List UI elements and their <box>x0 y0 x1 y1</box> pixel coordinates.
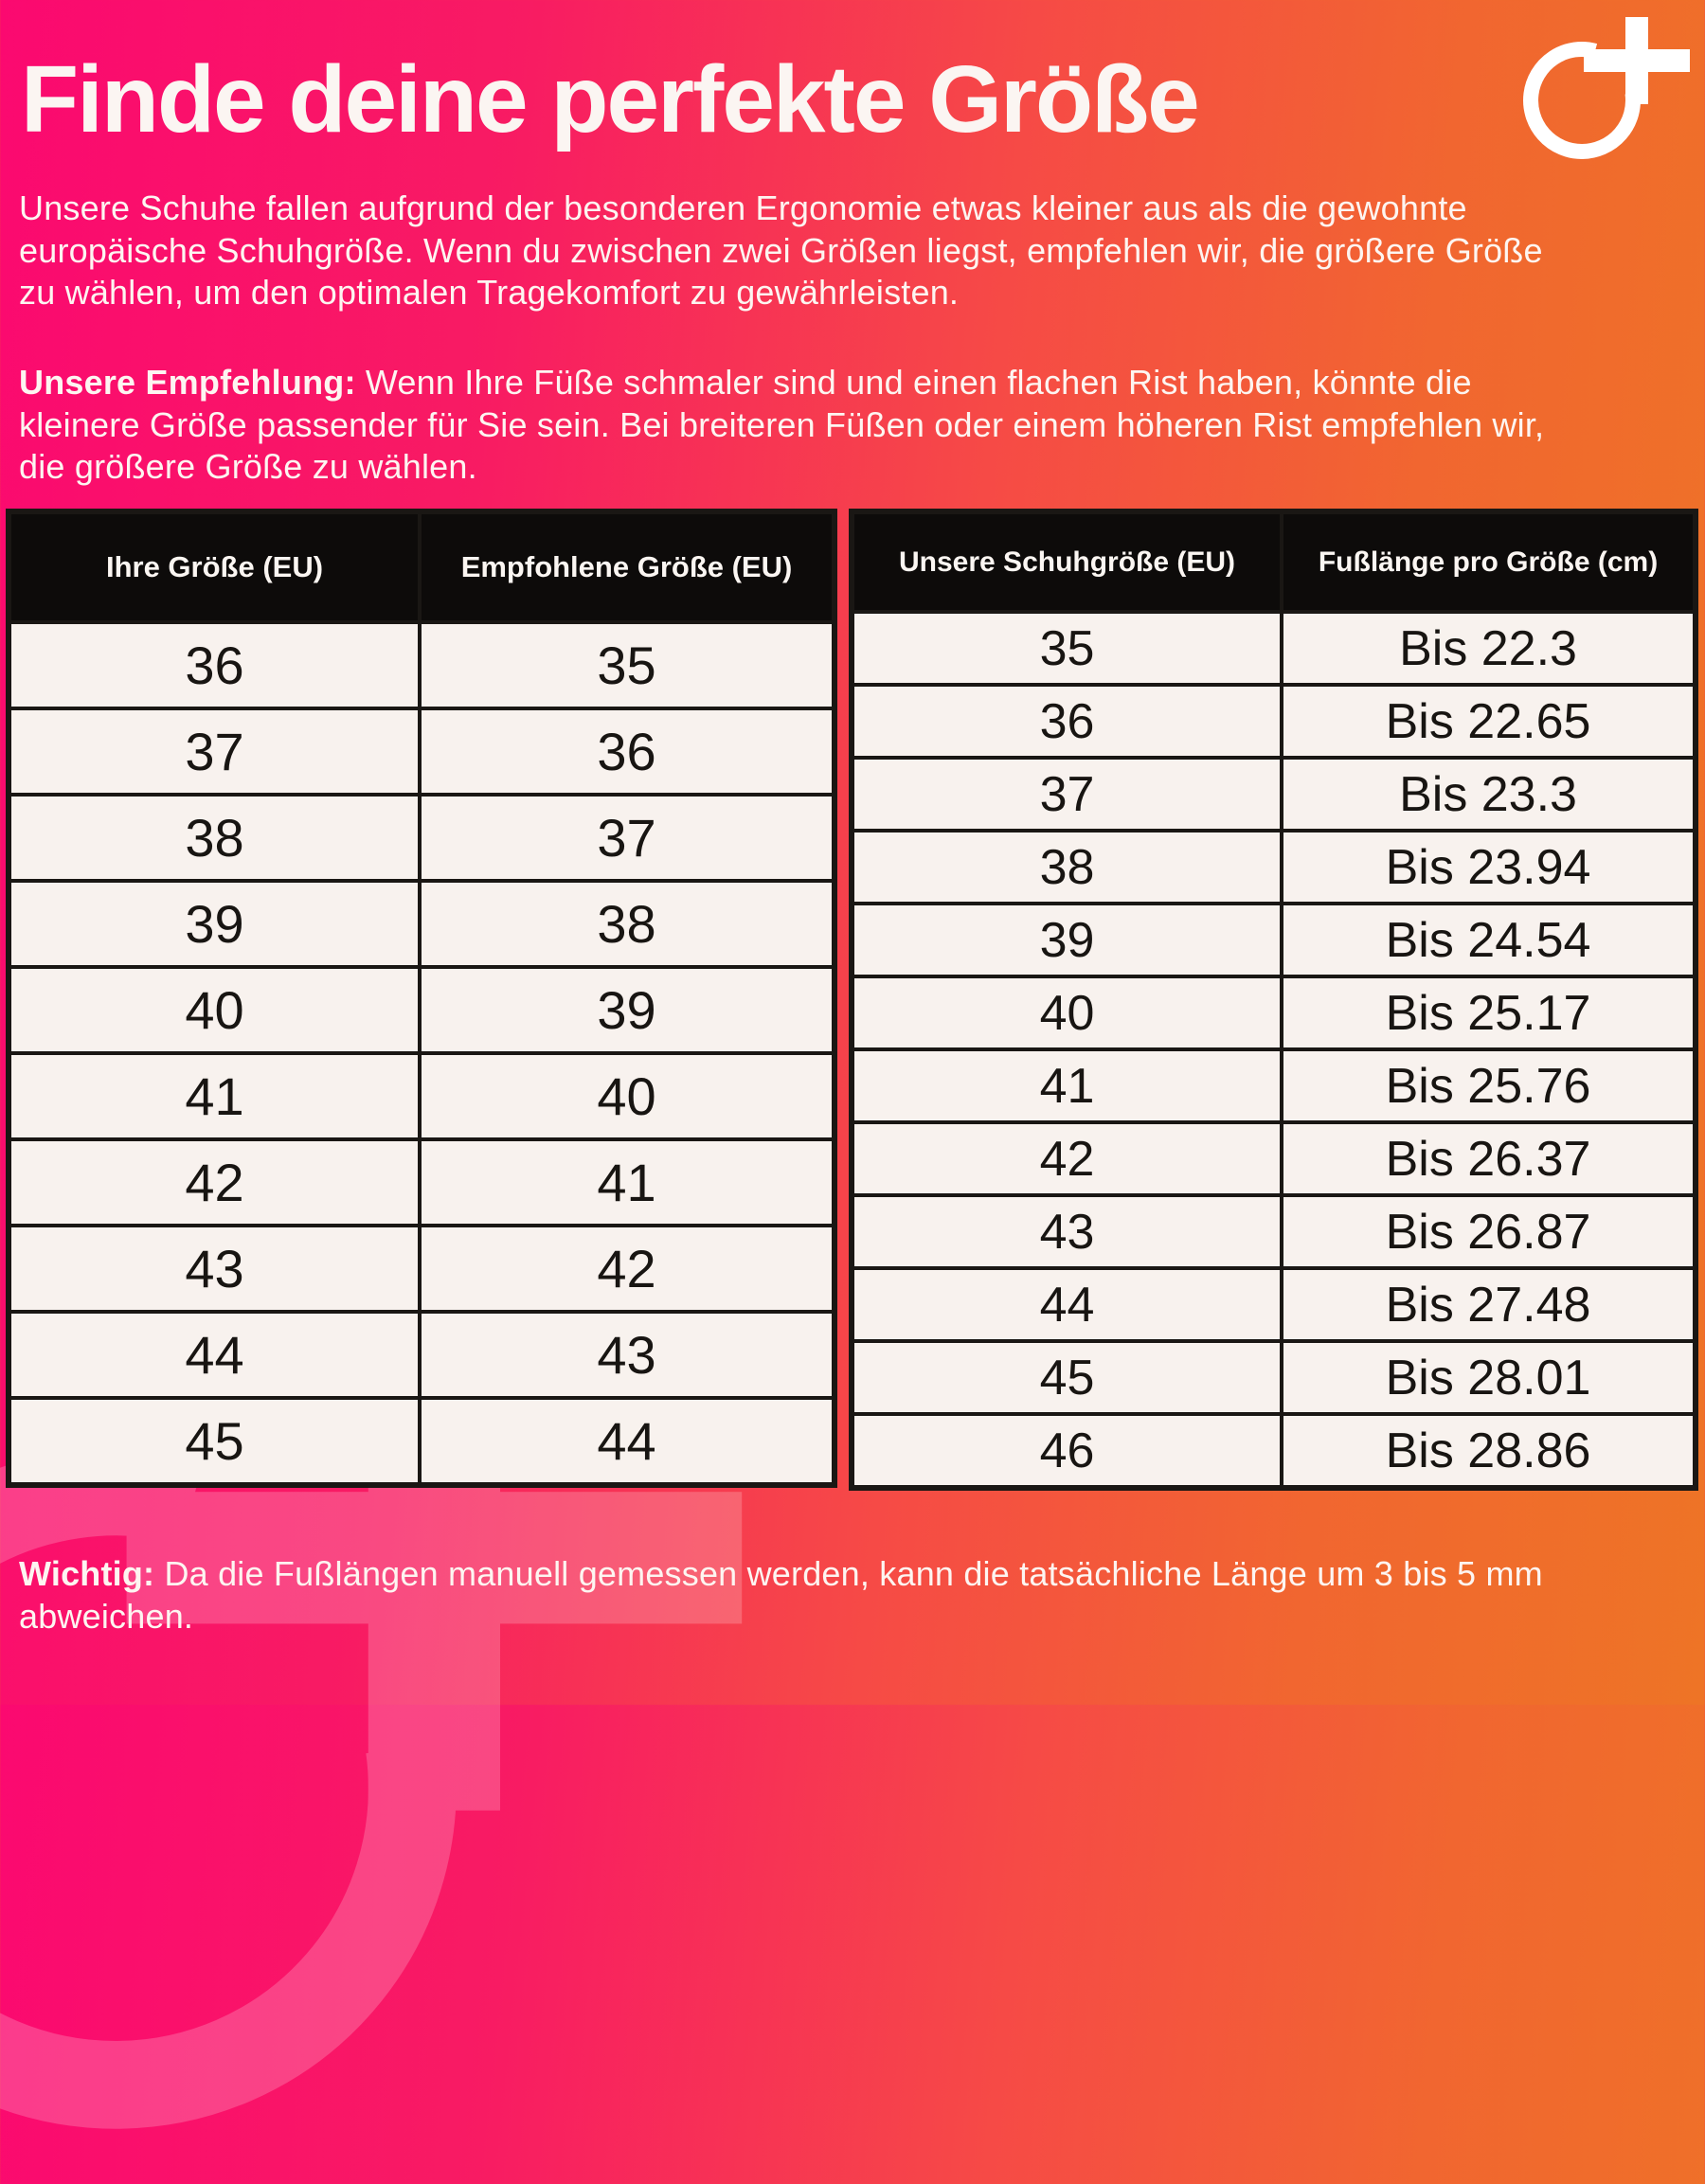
table-header-row <box>9 511 835 622</box>
table-row <box>852 976 1696 1049</box>
table-cell: Bis 26.87 <box>1282 1195 1696 1268</box>
table-cell: Bis 23.94 <box>1282 831 1696 904</box>
table-row <box>852 1341 1696 1414</box>
table-cell: 40 <box>9 967 420 1053</box>
table-cell: 43 <box>420 1312 835 1398</box>
table-cell: 42 <box>420 1226 835 1312</box>
table-row <box>9 622 835 708</box>
table-cell: 42 <box>852 1122 1282 1195</box>
table-cell: Bis 28.01 <box>1282 1341 1696 1414</box>
table-row <box>852 612 1696 685</box>
table-cell: 44 <box>420 1398 835 1485</box>
column-header: Unsere Schuhgröße (EU) <box>852 511 1282 612</box>
table-cell: 35 <box>420 622 835 708</box>
table-cell: 41 <box>420 1139 835 1226</box>
table-cell: 43 <box>852 1195 1282 1268</box>
table-row <box>9 708 835 795</box>
table-row <box>852 904 1696 976</box>
table-cell: 45 <box>9 1398 420 1485</box>
table-cell: Bis 27.48 <box>1282 1268 1696 1341</box>
table-cell: Bis 25.17 <box>1282 976 1696 1049</box>
table-cell: 35 <box>852 612 1282 685</box>
table-row <box>852 758 1696 831</box>
table-row <box>852 685 1696 758</box>
table-row <box>852 1414 1696 1488</box>
table-cell: 38 <box>9 795 420 881</box>
table-cell: 39 <box>420 967 835 1053</box>
page-title: Finde deine perfekte Größe <box>21 46 1198 152</box>
table-row <box>9 795 835 881</box>
table-cell: 43 <box>9 1226 420 1312</box>
table-cell: Bis 28.86 <box>1282 1414 1696 1488</box>
table-cell: 37 <box>9 708 420 795</box>
table-cell: 36 <box>9 622 420 708</box>
note-label: Wichtig: <box>19 1554 155 1593</box>
column-header: Ihre Größe (EU) <box>9 511 420 622</box>
circle-plus-logo-icon <box>1516 17 1705 169</box>
column-header: Empfohlene Größe (EU) <box>420 511 835 622</box>
table-cell: 45 <box>852 1341 1282 1414</box>
column-header: Fußlänge pro Größe (cm) <box>1282 511 1696 612</box>
table-cell: 36 <box>420 708 835 795</box>
table-cell: 37 <box>420 795 835 881</box>
recommendation-label: Unsere Empfehlung: <box>19 363 356 402</box>
table-cell: 41 <box>852 1049 1282 1122</box>
table-row <box>852 1122 1696 1195</box>
note-text: Da die Fußlängen manuell gemessen werden, kann die tatsächliche Länge um 3 bis 5 mm abweichen. <box>19 1554 1543 1636</box>
table-cell: Bis 25.76 <box>1282 1049 1696 1122</box>
table-row <box>852 831 1696 904</box>
intro-paragraph: Unsere Schuhe fallen aufgrund der besonderen Ergonomie etwas kleiner aus als die gewohnte europäische Schuhgröße. Wenn du zwischen zwei Größen liegst, empfehlen wir, die größere Größe zu wählen, um den optimalen Tragekomfort zu gewährleisten. <box>19 188 1543 313</box>
table-cell: 44 <box>852 1268 1282 1341</box>
table-header-row <box>852 511 1696 612</box>
table-cell: 40 <box>852 976 1282 1049</box>
table-row <box>9 1312 835 1398</box>
table-cell: 36 <box>852 685 1282 758</box>
table-row <box>9 881 835 967</box>
recommendation-text: Wenn Ihre Füße schmaler sind und einen flachen Rist haben, könnte die kleinere Größe passender für Sie sein. Bei breiteren Füßen oder einem höheren Rist empfehlen wir, die größere Größe zu wählen. <box>19 363 1545 487</box>
table-row <box>852 1049 1696 1122</box>
table-cell: 38 <box>852 831 1282 904</box>
table-cell: Bis 26.37 <box>1282 1122 1696 1195</box>
table-row <box>9 1053 835 1139</box>
size-conversion-table <box>6 509 837 1488</box>
table-cell: 41 <box>9 1053 420 1139</box>
important-note <box>19 1553 1563 1638</box>
table-cell: 39 <box>9 881 420 967</box>
recommendation-paragraph <box>19 362 1563 489</box>
table-row <box>852 1195 1696 1268</box>
foot-length-table <box>849 509 1698 1491</box>
table-row <box>9 1139 835 1226</box>
table-cell: Bis 24.54 <box>1282 904 1696 976</box>
table-cell: Bis 22.65 <box>1282 685 1696 758</box>
table-cell: 39 <box>852 904 1282 976</box>
table-cell: Bis 22.3 <box>1282 612 1696 685</box>
table-cell: 42 <box>9 1139 420 1226</box>
table-cell: Bis 23.3 <box>1282 758 1696 831</box>
table-cell: 38 <box>420 881 835 967</box>
table-cell: 40 <box>420 1053 835 1139</box>
table-row <box>9 1226 835 1312</box>
table-cell: 37 <box>852 758 1282 831</box>
table-row <box>852 1268 1696 1341</box>
table-cell: 44 <box>9 1312 420 1398</box>
table-row <box>9 967 835 1053</box>
table-cell: 46 <box>852 1414 1282 1488</box>
table-row <box>9 1398 835 1485</box>
